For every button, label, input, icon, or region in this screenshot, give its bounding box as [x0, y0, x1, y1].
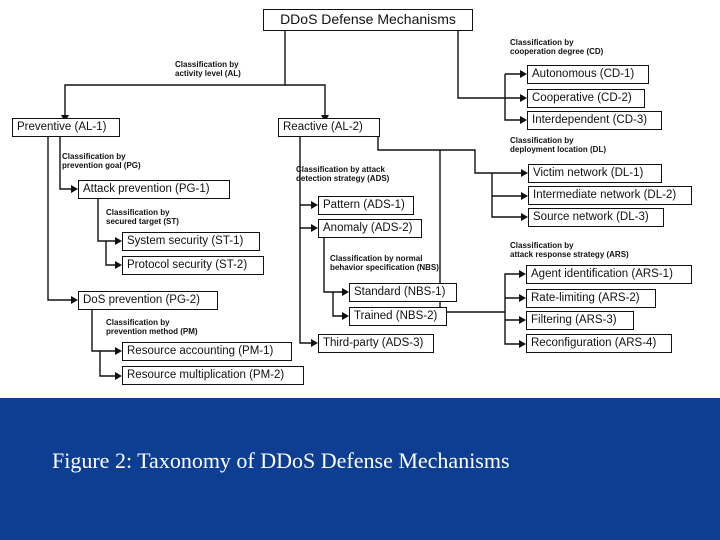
connector-line [492, 173, 524, 217]
arrowhead [115, 261, 122, 269]
arrowhead [521, 169, 528, 177]
connector-line [378, 136, 524, 173]
node-cooperative: Cooperative (CD-2) [527, 89, 645, 108]
arrowhead [311, 339, 318, 347]
label-secured-target: Classification by secured target (ST) [106, 208, 179, 226]
arrowhead [311, 224, 318, 232]
arrowhead [520, 94, 527, 102]
node-agent-identification: Agent identification (ARS-1) [526, 265, 692, 284]
arrowhead [342, 312, 349, 320]
node-system-security: System security (ST-1) [122, 232, 260, 251]
node-standard: Standard (NBS-1) [349, 283, 457, 302]
label-activity-level: Classification by activity level (AL) [175, 60, 241, 78]
node-third-party: Third-party (ADS-3) [318, 334, 434, 353]
node-protocol-security: Protocol security (ST-2) [122, 256, 264, 275]
diagram-title: DDoS Defense Mechanisms [263, 9, 473, 31]
arrowhead [115, 347, 122, 355]
arrowhead [71, 296, 78, 304]
label-normal-behavior: Classification by normal behavior specification (NBS) [330, 254, 439, 272]
arrowhead [521, 213, 528, 221]
label-cooperation-degree: Classification by cooperation degree (CD) [510, 38, 604, 56]
arrowhead [115, 372, 122, 380]
arrowhead [519, 340, 526, 348]
node-rate-limiting: Rate-limiting (ARS-2) [526, 289, 656, 308]
connector-line [476, 274, 522, 344]
node-victim-network: Victim network (DL-1) [528, 164, 662, 183]
label-prevention-goal: Classification by prevention goal (PG) [62, 152, 141, 170]
connector-line [324, 237, 345, 316]
arrowhead [519, 294, 526, 302]
arrowhead [311, 201, 318, 209]
node-trained: Trained (NBS-2) [349, 307, 447, 326]
arrowhead [71, 185, 78, 193]
arrowhead [521, 192, 528, 200]
arrowhead [519, 316, 526, 324]
connector-line [505, 74, 522, 120]
node-resource-accounting: Resource accounting (PM-1) [122, 342, 292, 361]
node-intermediate-network: Intermediate network (DL-2) [528, 186, 692, 205]
node-reconfiguration: Reconfiguration (ARS-4) [526, 334, 672, 353]
node-autonomous: Autonomous (CD-1) [527, 65, 649, 84]
label-response-strategy: Classification by attack response strategy (ARS) [510, 241, 629, 259]
node-source-network: Source network (DL-3) [528, 208, 664, 227]
node-attack-prevention: Attack prevention (PG-1) [78, 180, 230, 199]
arrowhead [520, 116, 527, 124]
label-deployment-location: Classification by deployment location (DL) [510, 136, 606, 154]
node-pattern: Pattern (ADS-1) [318, 196, 414, 215]
node-preventive: Preventive (AL-1) [12, 118, 120, 137]
label-attack-detection: Classification by attack detection strategy (ADS) [296, 165, 390, 183]
node-filtering: Filtering (ARS-3) [526, 311, 634, 330]
node-interdependent: Interdependent (CD-3) [527, 111, 662, 130]
node-reactive: Reactive (AL-2) [278, 118, 380, 137]
node-anomaly: Anomaly (ADS-2) [318, 219, 422, 238]
connector-line [285, 85, 325, 116]
arrowhead [342, 288, 349, 296]
figure-caption: Figure 2: Taxonomy of DDoS Defense Mechanisms [52, 448, 510, 473]
node-dos-prevention: DoS prevention (PG-2) [78, 291, 218, 310]
node-resource-multiplication: Resource multiplication (PM-2) [122, 366, 304, 385]
arrowhead [519, 270, 526, 278]
arrowhead [520, 70, 527, 78]
arrowhead [115, 237, 122, 245]
label-prevention-method: Classification by prevention method (PM) [106, 318, 198, 336]
